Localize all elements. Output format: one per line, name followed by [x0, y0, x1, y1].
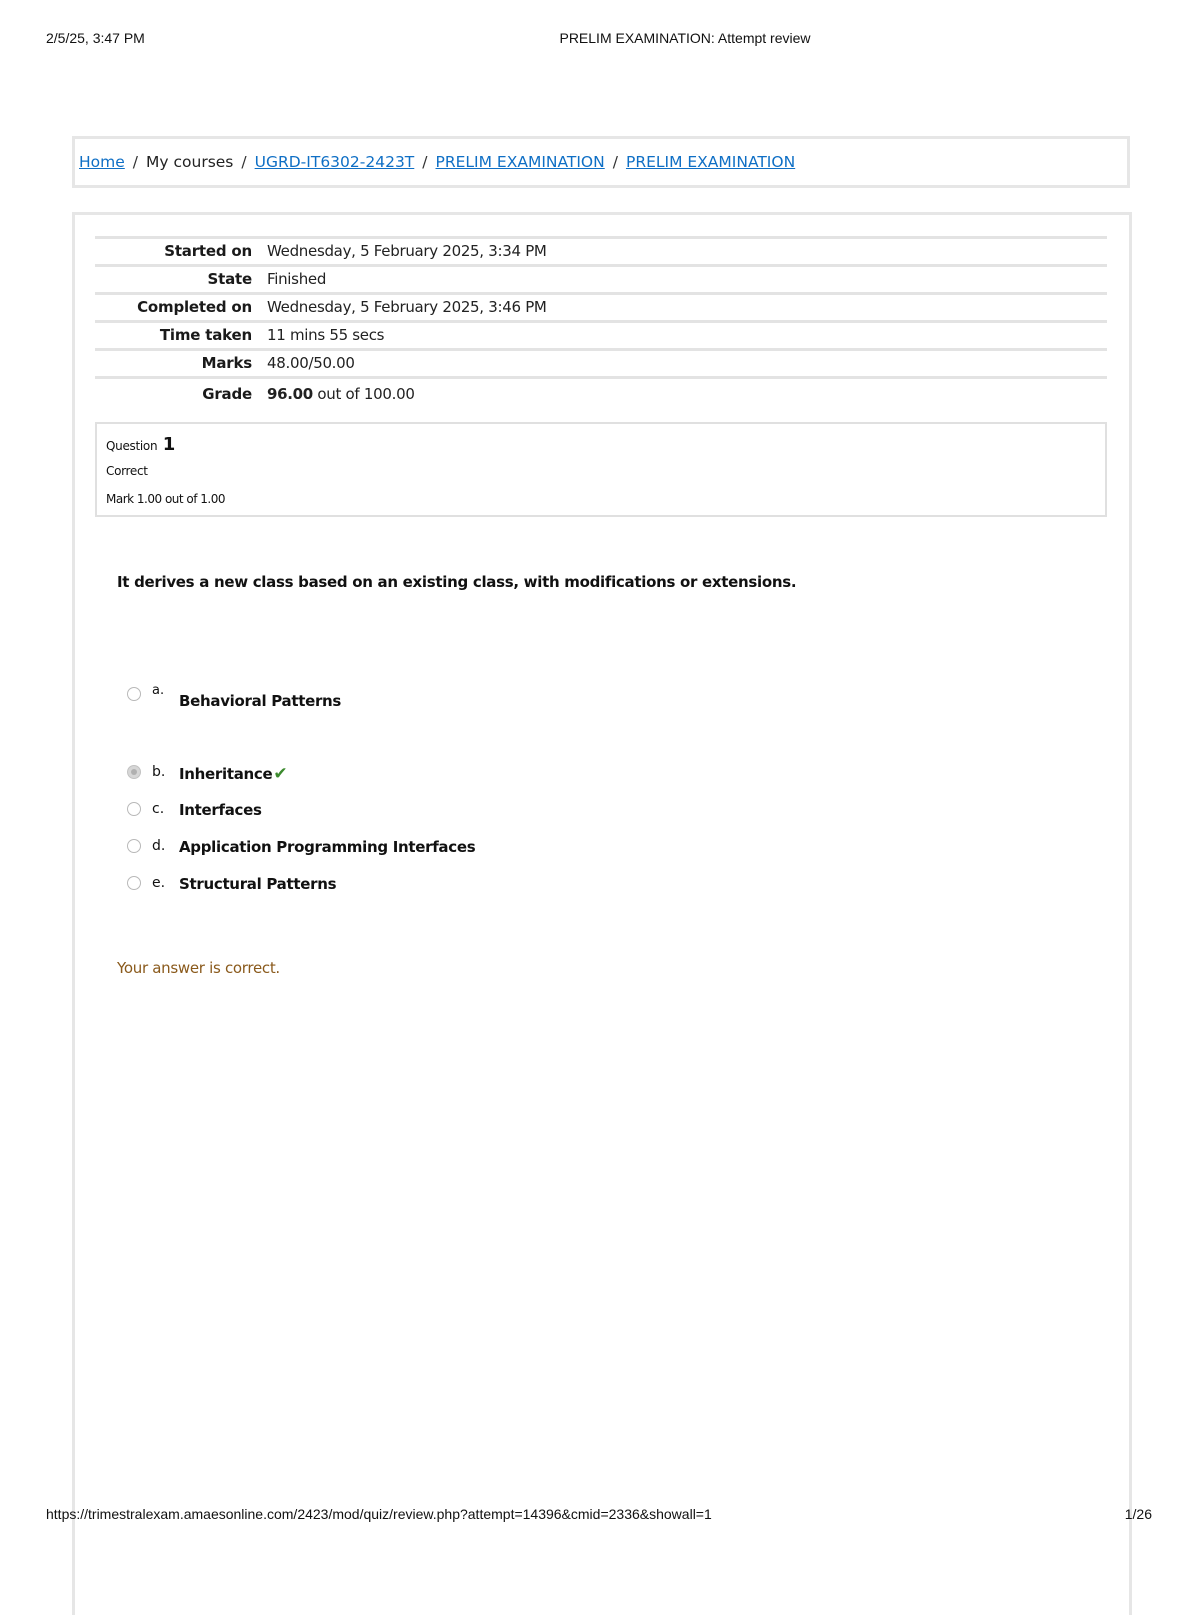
- question-number: [106, 434, 175, 455]
- print-url: https://trimestralexam.amaesonline.com/2423/mod/quiz/review.php?attempt=14396&cmid=2336&showall=1: [46, 1506, 712, 1522]
- breadcrumb-separator: /: [612, 153, 618, 171]
- answer-feedback: Your answer is correct.: [117, 959, 280, 977]
- grade-value: 96.00: [267, 385, 313, 403]
- option-letter: e.: [152, 875, 166, 891]
- summary-label: Completed on: [137, 298, 252, 316]
- radio-button-selected[interactable]: [127, 765, 141, 779]
- summary-value-completed-on: Wednesday, 5 February 2025, 3:46 PM: [267, 298, 547, 316]
- option-label: Interfaces: [179, 801, 262, 819]
- summary-value-started-on: Wednesday, 5 February 2025, 3:34 PM: [267, 242, 547, 260]
- option-letter: b.: [152, 764, 166, 780]
- summary-value-grade: [260, 378, 1107, 408]
- question-mark: Mark 1.00 out of 1.00: [106, 492, 226, 506]
- option-label: Application Programming Interfaces: [179, 838, 476, 856]
- summary-row-time-taken: [95, 322, 1107, 350]
- summary-row-grade: [95, 378, 1107, 408]
- breadcrumb-separator: /: [241, 153, 247, 171]
- summary-value-state: Finished: [267, 270, 327, 288]
- radio-button[interactable]: [127, 802, 141, 816]
- question-text: It derives a new class based on an existing class, with modifications or extensions.: [117, 573, 797, 591]
- print-datetime: 2/5/25, 3:47 PM: [46, 30, 145, 46]
- grade-suffix: out of 100.00: [317, 385, 415, 403]
- breadcrumb-container: [72, 136, 1130, 188]
- breadcrumb-course-link[interactable]: UGRD-IT6302-2423T: [254, 153, 415, 171]
- check-icon: ✔: [273, 764, 288, 784]
- summary-label: Started on: [164, 242, 252, 260]
- summary-row-started-on: [95, 238, 1107, 266]
- radio-button[interactable]: [127, 876, 141, 890]
- breadcrumb-separator: /: [132, 153, 139, 171]
- print-header: [0, 30, 1200, 50]
- option-letter: c.: [152, 801, 165, 817]
- attempt-review-region: [72, 212, 1132, 1615]
- summary-label: State: [207, 270, 252, 288]
- breadcrumb-quiz-link[interactable]: PRELIM EXAMINATION: [625, 153, 796, 171]
- radio-button[interactable]: [127, 839, 141, 853]
- summary-label: Grade: [202, 385, 252, 403]
- question-info-box: [95, 422, 1107, 517]
- summary-row-state: [95, 266, 1107, 294]
- print-page-title: PRELIM EXAMINATION: Attempt review: [559, 30, 811, 46]
- breadcrumb-section-link[interactable]: PRELIM EXAMINATION: [435, 153, 605, 171]
- option-label: Structural Patterns: [179, 875, 337, 893]
- breadcrumb-my-courses: My courses: [146, 153, 234, 171]
- summary-value-time-taken: 11 mins 55 secs: [267, 326, 385, 344]
- question-number-value: 1: [162, 434, 176, 455]
- summary-label: Time taken: [159, 326, 252, 344]
- summary-label: Marks: [201, 354, 252, 372]
- question-state: Correct: [106, 464, 148, 478]
- summary-row-marks: [95, 350, 1107, 378]
- breadcrumb: [79, 153, 795, 171]
- radio-button[interactable]: [127, 687, 141, 701]
- print-footer: [0, 1506, 1200, 1526]
- breadcrumb-home-link[interactable]: Home: [79, 153, 125, 171]
- question-label: Question: [106, 439, 158, 453]
- option-label-wrap: [179, 764, 287, 784]
- option-label: Inheritance: [179, 765, 273, 783]
- option-letter: a.: [152, 683, 165, 698]
- attempt-summary-table: [95, 236, 1107, 407]
- print-page-number: 1/26: [1124, 1506, 1152, 1522]
- option-label: Behavioral Patterns: [179, 692, 342, 710]
- summary-row-completed-on: [95, 294, 1107, 322]
- option-letter: d.: [152, 838, 166, 854]
- summary-value-marks: 48.00/50.00: [267, 354, 355, 372]
- breadcrumb-separator: /: [422, 153, 428, 171]
